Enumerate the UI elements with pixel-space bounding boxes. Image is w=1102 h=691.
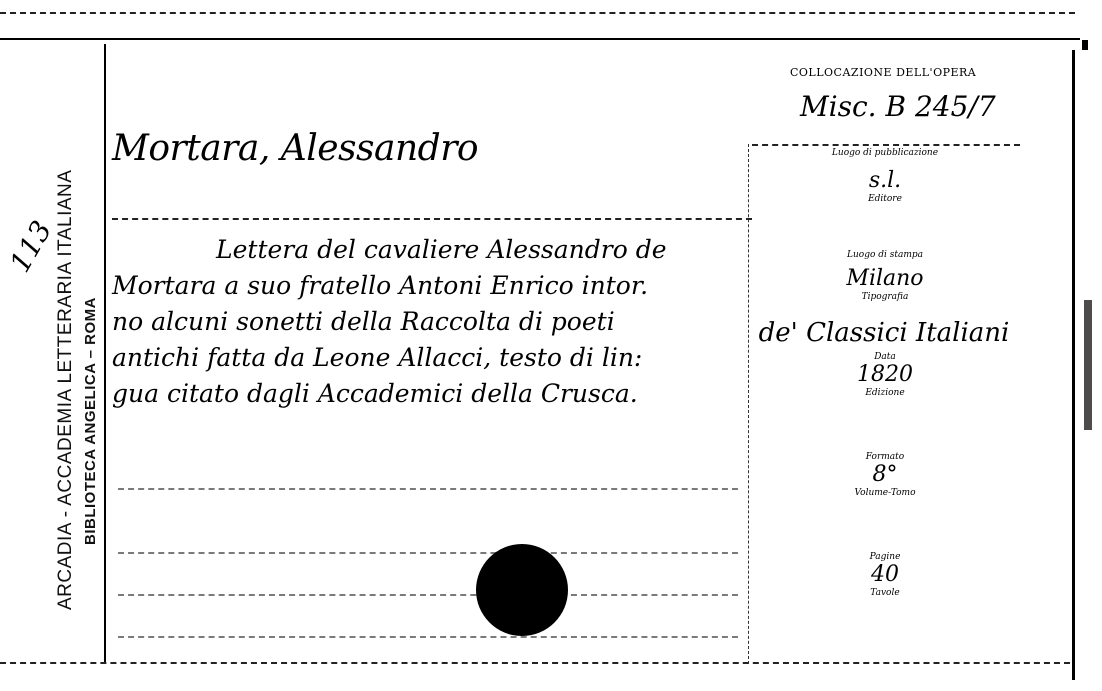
top-dashed-line (0, 12, 1075, 15)
right-edge-mark (1082, 40, 1088, 50)
library-label: BIBLIOTECA ANGELICA – ROMA (82, 297, 99, 545)
field-label: Pagine (869, 552, 901, 562)
bottom-dashed-line (0, 662, 1070, 665)
author-underline (112, 218, 752, 221)
ruled-line (118, 488, 738, 491)
left-margin-line (104, 44, 106, 664)
field-tipografia (752, 320, 1016, 346)
location-label: COLLOCAZIONE DELL'OPERA (790, 66, 977, 79)
field-label: Luogo di pubblicazione (831, 148, 939, 158)
field-value: Milano (846, 266, 924, 291)
field-data (810, 352, 960, 398)
ruled-line (118, 636, 738, 639)
field-formato (810, 452, 960, 498)
punch-hole (476, 544, 568, 636)
right-edge-mark (1084, 300, 1092, 430)
title-line: Lettera del cavaliere Alessandro de (216, 235, 667, 264)
field-value: s.l. (868, 168, 902, 193)
field-label: Edizione (865, 388, 905, 398)
ruled-line (118, 552, 738, 555)
title-line: antichi fatta da Leone Allacci, testo di lin: (112, 343, 643, 372)
top-rule (0, 38, 1080, 40)
panel-left-line (748, 144, 749, 664)
field-label: Editore (868, 194, 902, 204)
field-value: 40 (871, 562, 899, 587)
title-block (112, 232, 752, 412)
location-value: Misc. B 245/7 (800, 90, 996, 123)
field-label: Data (874, 352, 896, 362)
title-line: gua citato dagli Accademici della Crusca. (112, 379, 638, 408)
handwritten-number: 113 (3, 215, 59, 278)
field-value: 8° (872, 462, 898, 487)
field-value: de' Classici Italiani (758, 318, 1010, 348)
institution-label: ARCADIA - ACCADEMIA LETTERARIA ITALIANA (55, 169, 76, 610)
right-edge-line (1072, 50, 1075, 680)
field-luogo-stampa (800, 250, 970, 302)
field-label: Volume-Tomo (854, 488, 916, 498)
ruled-line (118, 594, 738, 597)
field-label: Luogo di stampa (847, 250, 923, 260)
title-line: no alcuni sonetti della Raccolta di poeti (112, 307, 615, 336)
field-label: Formato (865, 452, 905, 462)
field-label: Tavole (870, 588, 900, 598)
field-pagine (810, 552, 960, 598)
field-luogo-pubblicazione (800, 148, 970, 204)
field-value: 1820 (857, 362, 913, 387)
panel-top-line (752, 144, 1020, 147)
field-label: Tipografia (861, 292, 909, 302)
author-heading: Mortara, Alessandro (112, 128, 479, 169)
title-line: Mortara a suo fratello Antoni Enrico intor. (112, 271, 649, 300)
